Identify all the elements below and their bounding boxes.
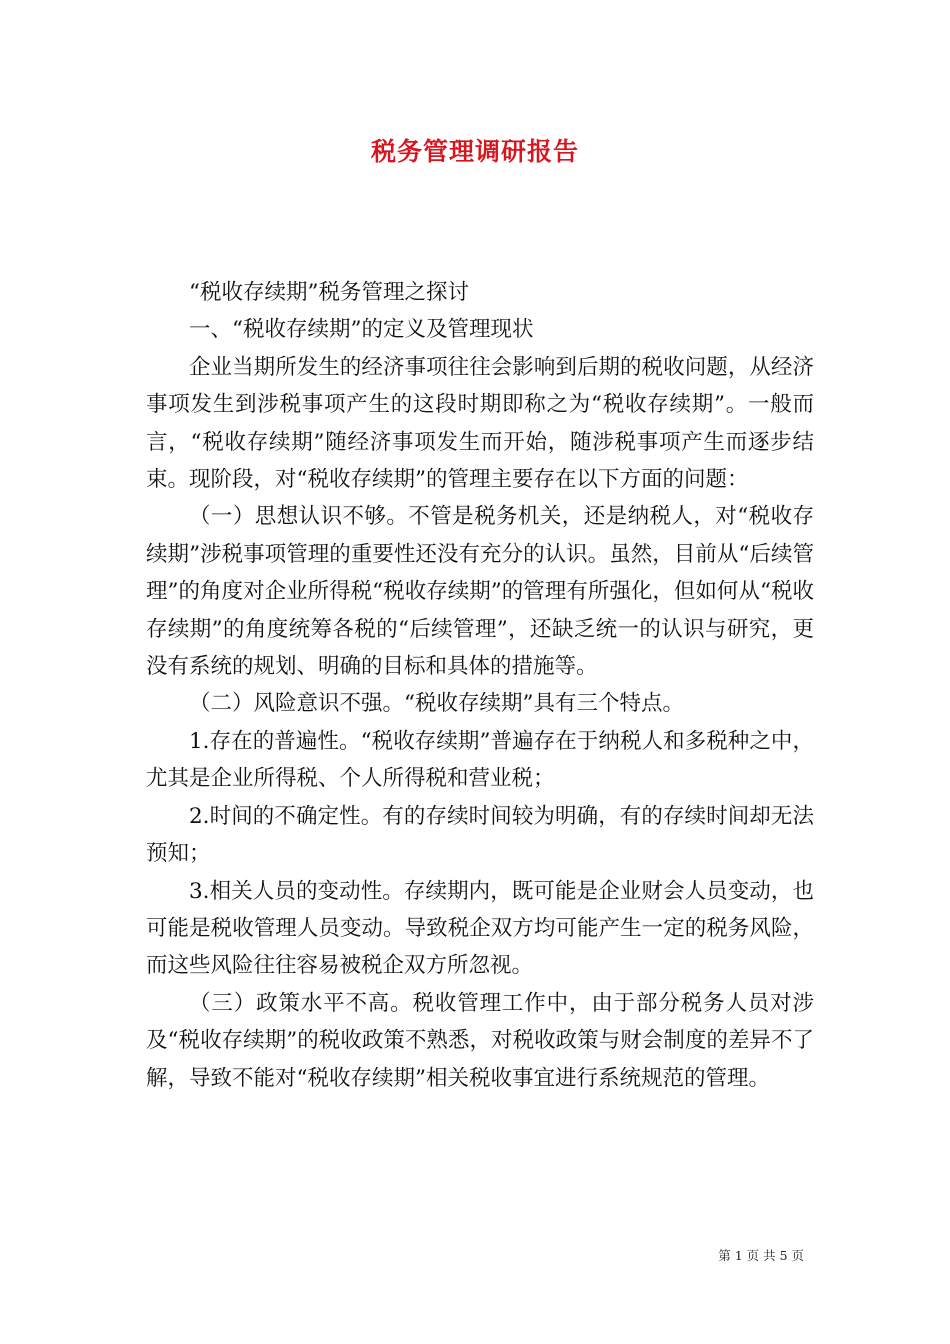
document-title: 税务管理调研报告 (370, 137, 579, 166)
body-paragraph: （一）思想认识不够。不管是税务机关，还是纳税人，对“税收存续期”涉税事项管理的重要性还没有充分的认识。虽然，目前从“后续管理”的角度对企业所得税“税收存续期”的管理有所强化，但如何从“税收存续期”的角度统筹各税的“后续管理”，还缺乏统一的认识与研究，更没有系统的规划、明确的目标和具体的措施等。 (146, 504, 814, 680)
body-paragraph: 企业当期所发生的经济事项往往会影响到后期的税收问题，从经济事项发生到涉税事项产生的这段时期即称之为“税收存续期”。一般而言，“税收存续期”随经济事项发生而开始，随涉税事项产生而逐步结束。现阶段，对“税收存续期”的管理主要存在以下方面的问题： (146, 354, 814, 493)
list-item: 3.相关人员的变动性。存续期内，既可能是企业财会人员变动，也可能是税收管理人员变动。导致税企双方均可能产生一定的税务风险，而这些风险往往容易被税企双方所忽视。 (146, 878, 814, 979)
document-body (146, 274, 814, 1097)
list-item: 2.时间的不确定性。有的存续时间较为明确，有的存续时间却无法预知； (146, 803, 814, 867)
body-paragraph: （二）风险意识不强。“税收存续期”具有三个特点。 (189, 691, 684, 717)
section-heading: “税收存续期”税务管理之探讨 (189, 280, 469, 305)
body-paragraph: （三）政策水平不高。税收管理工作中，由于部分税务人员对涉及“税收存续期”的税收政策不熟悉，对税收政策与财会制度的差异不了解，导致不能对“税收存续期”相关税收事宜进行系统规范的管理。 (146, 990, 814, 1091)
subsection-heading: 一、“税收存续期”的定义及管理现状 (189, 317, 534, 343)
page-number: 第 1 页 共 5 页 (718, 1248, 804, 1263)
list-item: 1.存在的普遍性。“税收存续期”普遍存在于纳税人和多税种之中，尤其是企业所得税、个人所得税和营业税； (146, 728, 814, 792)
